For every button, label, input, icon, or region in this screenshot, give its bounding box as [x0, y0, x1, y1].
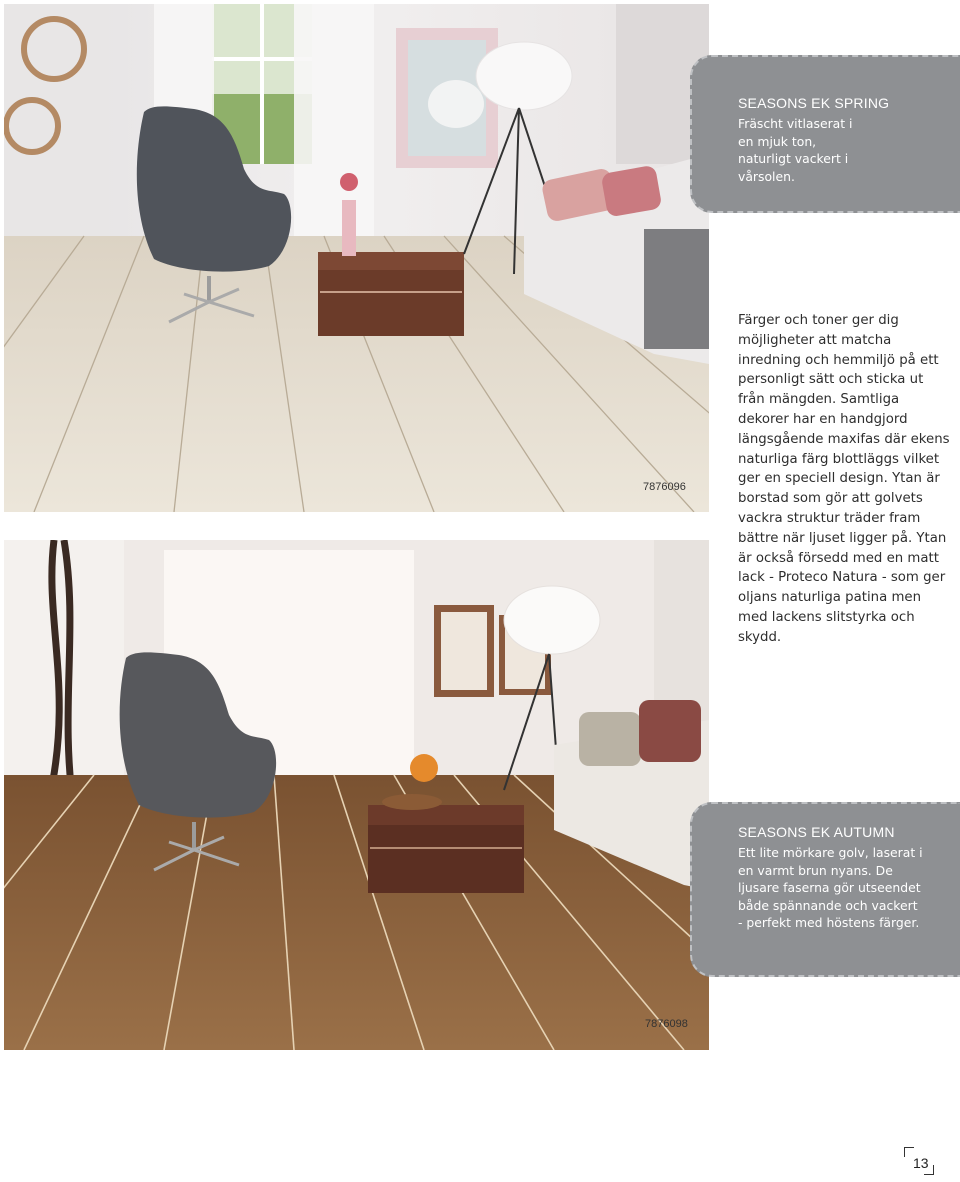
- spring-product-code: 7876096: [643, 481, 686, 493]
- autumn-product-code: 7876098: [645, 1018, 688, 1030]
- spring-info-panel: [690, 55, 960, 213]
- autumn-room-photo: [4, 540, 709, 1050]
- page-number: [904, 1147, 934, 1175]
- spring-description: Fräscht vitlaserat i en mjuk ton, naturligt vackert i vårsolen.: [738, 116, 853, 184]
- autumn-title: SEASONS EK AUTUMN: [738, 824, 895, 840]
- body-text: Färger och toner ger dig möjligheter att matcha inredning och hemmiljö på ett personligt sätt och sticka ut från mängden. Samtliga dekorer har en handgjord längsgående maxifas där ekens naturliga färg blottläggs vilket ger en speciell design. Ytan är borstad som gör att golvets vackra struktur träder fram bättre när ljuset ligger på. Ytan är också försedd med en matt lack - Proteco Natura - som ger oljans naturliga patina men med lackens slitstyrka och skydd.: [738, 313, 950, 645]
- page-number-text: 13: [913, 1155, 929, 1171]
- corner-mark-bottom-right: [924, 1165, 934, 1175]
- autumn-description: Ett lite mörkare golv, laserat i en varmt brun nyans. De ljusare faserna gör utseendet både spännande och vackert - perfekt med höstens färger.: [738, 845, 923, 930]
- spring-title: SEASONS EK SPRING: [738, 95, 890, 111]
- autumn-info-panel: [690, 802, 960, 977]
- spring-room-photo: [4, 4, 709, 512]
